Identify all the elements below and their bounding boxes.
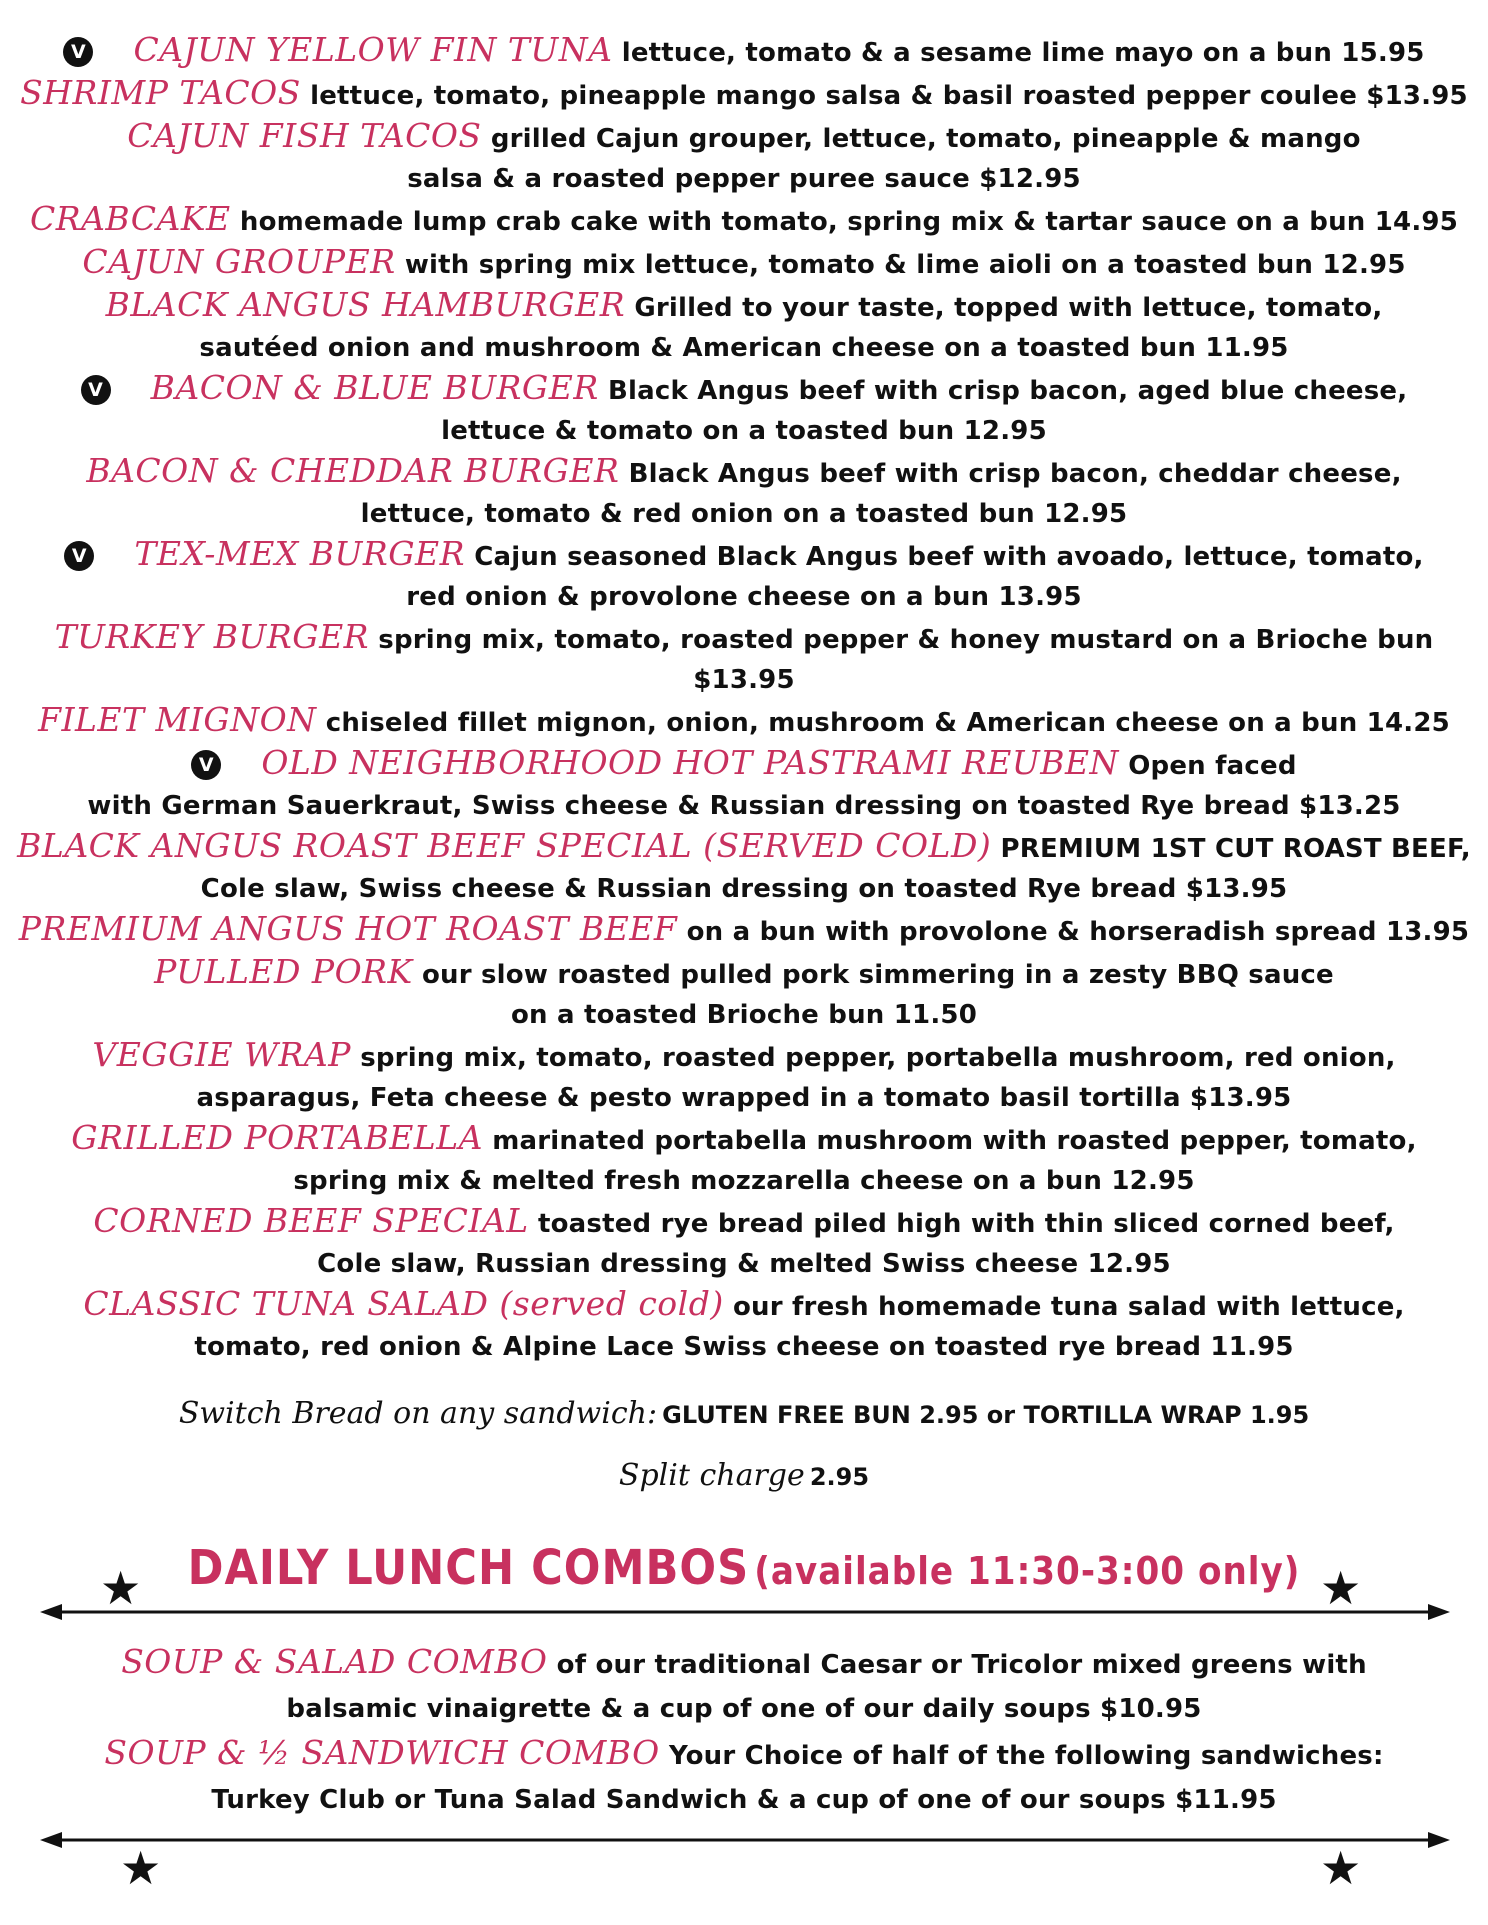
- item-description: Cajun seasoned Black Angus beef with avoado, lettuce, tomato,: [474, 542, 1424, 572]
- split-charge-price: 2.95: [809, 1463, 870, 1491]
- item-name: CORNED BEEF SPECIAL: [93, 1201, 529, 1240]
- item-description: our slow roasted pulled pork simmering in a zesty BBQ sauce: [421, 960, 1334, 990]
- item-name: BLACK ANGUS ROAST BEEF SPECIAL (SERVED COLD): [17, 826, 992, 865]
- item-description: homemade lump crab cake with tomato, spring mix & tartar sauce on a bun 14.95: [239, 207, 1458, 237]
- menu-item: [0, 73, 1488, 116]
- item-description: lettuce, tomato, pineapple mango salsa & basil roasted pepper coulee $13.95: [310, 81, 1468, 111]
- item-description-continued: with German Sauerkraut, Swiss cheese & Russian dressing on toasted Rye bread $13.25: [87, 791, 1401, 821]
- item-description-continued: spring mix & melted fresh mozzarella cheese on a bun 12.95: [293, 1166, 1195, 1196]
- menu-item: [0, 199, 1488, 242]
- item-description: spring mix, tomato, roasted pepper & honey mustard on a Brioche bun $13.95: [378, 625, 1434, 695]
- item-description-continued: sautéed onion and mushroom & American cheese on a toasted bun 11.95: [199, 333, 1289, 363]
- item-name: BLACK ANGUS HAMBURGER: [105, 285, 626, 324]
- combos-header: [0, 1530, 1488, 1630]
- menu-item: [0, 451, 1488, 534]
- item-description: Black Angus beef with crisp bacon, cheddar cheese,: [628, 459, 1402, 489]
- menu-item: [0, 1640, 1488, 1731]
- switch-bread-line: [0, 1396, 1488, 1431]
- item-description-continued: lettuce & tomato on a toasted bun 12.95: [441, 416, 1047, 446]
- split-charge-line: [0, 1458, 1488, 1493]
- item-description: Your Choice of half of the following sandwiches:: [668, 1741, 1384, 1771]
- item-description-continued: Cole slaw, Russian dressing & melted Swiss cheese 12.95: [317, 1249, 1171, 1279]
- menu-item: [0, 285, 1488, 368]
- item-description-continued: tomato, red onion & Alpine Lace Swiss cheese on toasted rye bread 11.95: [194, 1332, 1294, 1362]
- item-description: lettuce, tomato & a sesame lime mayo on a bun 15.95: [621, 38, 1425, 68]
- menu-item: [0, 743, 1488, 826]
- item-name: GRILLED PORTABELLA: [71, 1118, 483, 1157]
- switch-bread-label: Switch Bread on any sandwich:: [178, 1396, 658, 1431]
- item-description: Black Angus beef with crisp bacon, aged blue cheese,: [607, 376, 1408, 406]
- split-charge-label: Split charge: [618, 1458, 805, 1493]
- menu-item: [0, 1118, 1488, 1201]
- item-name: TEX-MEX BURGER: [134, 534, 465, 573]
- item-description: on a bun with provolone & horseradish spread 13.95: [686, 917, 1470, 947]
- item-description: Grilled to your taste, topped with lettuce, tomato,: [634, 293, 1383, 323]
- item-description: marinated portabella mushroom with roasted pepper, tomato,: [492, 1126, 1417, 1156]
- menu-item: [0, 952, 1488, 1035]
- menu-item: [0, 700, 1488, 743]
- item-description-continued: salsa & a roasted pepper puree sauce $12.95: [407, 164, 1081, 194]
- menu-item: [0, 826, 1488, 909]
- switch-bread-options: GLUTEN FREE BUN 2.95 or TORTILLA WRAP 1.95: [662, 1401, 1310, 1429]
- item-description: grilled Cajun grouper, lettuce, tomato, pineapple & mango: [490, 124, 1361, 154]
- item-description: toasted rye bread piled high with thin sliced corned beef,: [537, 1209, 1395, 1239]
- menu-item: [0, 242, 1488, 285]
- star-icon: ★: [1320, 1841, 1362, 1895]
- menu-item: [0, 534, 1488, 617]
- star-icon: ★: [120, 1841, 162, 1895]
- item-name: CLASSIC TUNA SALAD (served cold): [83, 1284, 724, 1323]
- menu-item: [0, 1035, 1488, 1118]
- item-description-continued: lettuce, tomato & red onion on a toasted bun 12.95: [360, 499, 1128, 529]
- item-description: PREMIUM 1ST CUT ROAST BEEF,: [1000, 834, 1471, 864]
- menu-item: [0, 30, 1488, 73]
- combos-list: [0, 1640, 1488, 1822]
- item-name: CAJUN YELLOW FIN TUNA: [133, 30, 613, 69]
- item-name: FILET MIGNON: [38, 700, 317, 739]
- double-arrow-line: [40, 1602, 1450, 1622]
- item-name: VEGGIE WRAP: [92, 1035, 351, 1074]
- v-circle-icon: V: [191, 750, 221, 780]
- menu-item: [0, 617, 1488, 700]
- menu-item: [0, 116, 1488, 199]
- item-description: with spring mix lettuce, tomato & lime aioli on a toasted bun 12.95: [404, 250, 1406, 280]
- combos-title-block: [0, 1540, 1488, 1596]
- star-icon: ★: [1320, 1561, 1362, 1615]
- item-name: CAJUN GROUPER: [82, 242, 396, 281]
- item-name: SHRIMP TACOS: [20, 73, 301, 112]
- menu-item: [0, 368, 1488, 451]
- item-description-continued: Turkey Club or Tuna Salad Sandwich & a cup of one of our soups $11.95: [211, 1785, 1277, 1815]
- combos-footer: [0, 1815, 1488, 1895]
- item-name: CAJUN FISH TACOS: [127, 116, 482, 155]
- item-description: our fresh homemade tuna salad with lettuce,: [732, 1292, 1405, 1322]
- item-name: BACON & BLUE BURGER: [150, 368, 599, 407]
- item-name: CRABCAKE: [29, 199, 231, 238]
- v-circle-icon: V: [64, 541, 94, 571]
- item-description: chiseled fillet mignon, onion, mushroom & American cheese on a bun 14.25: [325, 708, 1450, 738]
- item-name: TURKEY BURGER: [54, 617, 370, 656]
- item-name: PULLED PORK: [154, 952, 413, 991]
- item-name: SOUP & ½ SANDWICH COMBO: [104, 1733, 660, 1772]
- v-circle-icon: V: [81, 375, 111, 405]
- item-description-continued: red onion & provolone cheese on a bun 13.95: [406, 582, 1082, 612]
- item-name: BACON & CHEDDAR BURGER: [86, 451, 620, 490]
- menu-item: [0, 1284, 1488, 1367]
- menu-item: [0, 909, 1488, 952]
- star-icon: ★: [100, 1561, 142, 1615]
- item-description: spring mix, tomato, roasted pepper, portabella mushroom, red onion,: [360, 1043, 1396, 1073]
- item-name: PREMIUM ANGUS HOT ROAST BEEF: [18, 909, 678, 948]
- double-arrow-line: [40, 1830, 1450, 1850]
- item-description-continued: on a toasted Brioche bun 11.50: [510, 1000, 977, 1030]
- menu-item: [0, 1731, 1488, 1822]
- item-name: OLD NEIGHBORHOOD HOT PASTRAMI REUBEN: [261, 743, 1119, 782]
- item-description-continued: balsamic vinaigrette & a cup of one of our daily soups $10.95: [286, 1694, 1202, 1724]
- combos-title: DAILY LUNCH COMBOS: [187, 1540, 750, 1596]
- v-circle-icon: V: [63, 37, 93, 67]
- item-name: SOUP & SALAD COMBO: [121, 1642, 548, 1681]
- combos-subtitle: (available 11:30-3:00 only): [754, 1549, 1301, 1593]
- sandwich-menu: [0, 30, 1488, 1367]
- item-description: Open faced: [1128, 751, 1297, 781]
- item-description-continued: asparagus, Feta cheese & pesto wrapped in a tomato basil tortilla $13.95: [196, 1083, 1292, 1113]
- item-description: of our traditional Caesar or Tricolor mixed greens with: [556, 1650, 1367, 1680]
- menu-item: [0, 1201, 1488, 1284]
- item-description-continued: Cole slaw, Swiss cheese & Russian dressing on toasted Rye bread $13.95: [200, 874, 1288, 904]
